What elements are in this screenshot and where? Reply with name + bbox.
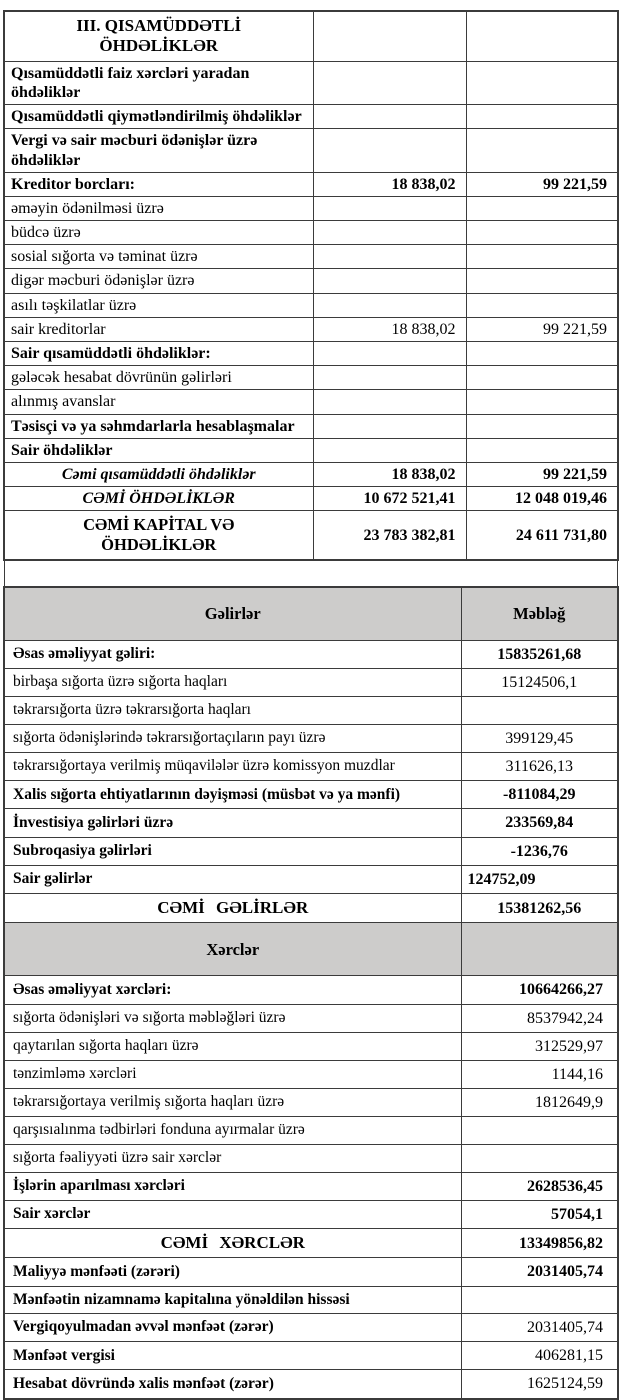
table-row	[4, 640, 618, 668]
table-row	[4, 724, 618, 752]
liabilities-table-body	[4, 11, 618, 560]
row-amount: 8537942,24	[461, 1004, 618, 1032]
row-amount: 406281,15	[461, 1342, 618, 1370]
table-row	[4, 1314, 618, 1342]
row-label: sığorta fəaliyyəti üzrə sair xərclər	[4, 1144, 461, 1172]
liabilities-table	[3, 10, 619, 561]
table-row	[4, 342, 618, 366]
section-amount-header: Məbləğ	[461, 587, 618, 641]
row-value-period1	[313, 390, 466, 414]
row-label: sığorta ödənişləri və sığorta məbləğləri üzrə	[4, 1004, 461, 1032]
section-header-row	[4, 587, 618, 641]
row-value-period2	[466, 61, 618, 104]
table-row	[4, 1258, 618, 1286]
table-row	[4, 293, 618, 317]
row-amount: 2031405,74	[461, 1258, 618, 1286]
row-label: birbaşa sığorta üzrə sığorta haqları	[4, 669, 461, 697]
row-label: Kreditor borcları:	[4, 172, 313, 196]
row-label: alınmış avanslar	[4, 390, 313, 414]
row-label: CƏMİ GƏLİRLƏR	[4, 894, 461, 923]
row-value-period2	[466, 105, 618, 129]
table-row	[4, 245, 618, 269]
table-gap-strip	[4, 561, 618, 586]
row-value-period2	[466, 11, 618, 61]
row-value-period2: 99 221,59	[466, 317, 618, 341]
row-amount: 1625124,59	[461, 1370, 618, 1399]
row-label: qaytarılan sığorta haqları üzrə	[4, 1032, 461, 1060]
row-value-period1: 10 672 521,41	[313, 487, 466, 511]
row-amount: 2628536,45	[461, 1172, 618, 1200]
row-label: Maliyyə mənfəəti (zərəri)	[4, 1258, 461, 1286]
row-value-period1	[313, 414, 466, 438]
row-amount: 10664266,27	[461, 976, 618, 1004]
table-row	[4, 1117, 618, 1145]
table-row	[4, 894, 618, 923]
table-row	[4, 1228, 618, 1257]
row-label: tənzimləmə xərcləri	[4, 1060, 461, 1088]
row-amount: -1236,76	[461, 837, 618, 865]
table-row	[4, 414, 618, 438]
row-label: Xalis sığorta ehtiyatlarının dəyişməsi (müsbət və ya mənfi)	[4, 781, 461, 809]
table-row	[4, 781, 618, 809]
row-value-period2: 99 221,59	[466, 172, 618, 196]
row-value-period1	[313, 293, 466, 317]
row-label: Sair xərclər	[4, 1200, 461, 1228]
row-label: Qısamüddətli qiymətləndirilmiş öhdəliklər	[4, 105, 313, 129]
table-row	[4, 1286, 618, 1314]
row-label: Sair qısamüddətli öhdəliklər:	[4, 342, 313, 366]
table-row	[4, 1172, 618, 1200]
row-value-period1	[313, 342, 466, 366]
row-value-period1	[313, 105, 466, 129]
row-value-period2	[466, 366, 618, 390]
row-amount: 15381262,56	[461, 894, 618, 923]
table-row	[4, 269, 618, 293]
row-amount: -811084,29	[461, 781, 618, 809]
income-statement-table	[3, 586, 619, 1400]
row-amount: 57054,1	[461, 1200, 618, 1228]
row-value-period1	[313, 269, 466, 293]
income-statement-table-body	[4, 587, 618, 1399]
row-amount: 1144,16	[461, 1060, 618, 1088]
row-value-period1	[313, 129, 466, 172]
row-label: CƏMİ KAPİTAL VƏ ÖHDƏLİKLƏR	[4, 511, 313, 560]
row-label: Mənfəətin nizamnamə kapitalına yönəldilən hissəsi	[4, 1286, 461, 1314]
row-amount: 312529,97	[461, 1032, 618, 1060]
row-label: Əsas əməliyyat xərcləri:	[4, 976, 461, 1004]
row-label: İşlərin aparılması xərcləri	[4, 1172, 461, 1200]
table-row	[4, 669, 618, 697]
row-value-period2: 99 221,59	[466, 462, 618, 486]
row-value-period2	[466, 293, 618, 317]
table-row	[4, 61, 618, 104]
row-label: sığorta ödənişlərində təkrarsığortaçıların payı üzrə	[4, 724, 461, 752]
row-value-period1	[313, 438, 466, 462]
row-label: İnvestisiya gəlirləri üzrə	[4, 809, 461, 837]
row-amount: 2031405,74	[461, 1314, 618, 1342]
row-label: III. QISAMÜDDƏTLİ ÖHDƏLİKLƏR	[4, 11, 313, 61]
row-label: Vergiqoyulmadan əvvəl mənfəət (zərər)	[4, 1314, 461, 1342]
row-label: Sair gəlirlər	[4, 865, 461, 893]
row-value-period2	[466, 245, 618, 269]
row-amount: 15124506,1	[461, 669, 618, 697]
table-row	[4, 11, 618, 61]
table-row	[4, 511, 618, 560]
row-label: gələcək hesabat dövrünün gəlirləri	[4, 366, 313, 390]
row-value-period2: 12 048 019,46	[466, 487, 618, 511]
table-row	[4, 837, 618, 865]
table-row	[4, 487, 618, 511]
row-label: CƏMİ ÖHDƏLİKLƏR	[4, 487, 313, 511]
table-row	[4, 1200, 618, 1228]
table-row	[4, 129, 618, 172]
row-label: Mənfəət vergisi	[4, 1342, 461, 1370]
table-row	[4, 809, 618, 837]
row-value-period2	[466, 390, 618, 414]
table-row	[4, 366, 618, 390]
row-label: qarşısıalınma tədbirləri fonduna ayırmalar üzrə	[4, 1117, 461, 1145]
row-amount	[461, 1286, 618, 1314]
row-amount: 13349856,82	[461, 1228, 618, 1257]
section-title: Xərclər	[4, 923, 461, 976]
row-label: Qısamüddətli faiz xərcləri yaradan öhdəliklər	[4, 61, 313, 104]
row-value-period2	[466, 129, 618, 172]
table-row	[4, 1342, 618, 1370]
row-label: asılı təşkilatlar üzrə	[4, 293, 313, 317]
table-row	[4, 753, 618, 781]
row-value-period2	[466, 438, 618, 462]
row-label: digər məcburi ödənişlər üzrə	[4, 269, 313, 293]
row-amount: 233569,84	[461, 809, 618, 837]
row-amount: 124752,09	[461, 865, 618, 893]
row-value-period1	[313, 245, 466, 269]
table-row	[4, 865, 618, 893]
table-row	[4, 462, 618, 486]
row-value-period2	[466, 196, 618, 220]
table-row	[4, 196, 618, 220]
table-row	[4, 1370, 618, 1399]
row-amount: 399129,45	[461, 724, 618, 752]
section-title: Gəlirlər	[4, 587, 461, 641]
table-row	[4, 317, 618, 341]
table-row	[4, 1032, 618, 1060]
row-amount: 311626,13	[461, 753, 618, 781]
row-value-period1	[313, 221, 466, 245]
table-row	[4, 172, 618, 196]
row-value-period1	[313, 11, 466, 61]
table-row	[4, 1004, 618, 1032]
row-value-period1	[313, 196, 466, 220]
row-amount	[461, 1117, 618, 1145]
row-label: təkrarsığorta üzrə təkrarsığorta haqları	[4, 697, 461, 725]
row-label: Subroqasiya gəlirləri	[4, 837, 461, 865]
row-value-period2	[466, 342, 618, 366]
row-value-period1: 18 838,02	[313, 317, 466, 341]
row-value-period1: 18 838,02	[313, 172, 466, 196]
row-label: Cəmi qısamüddətli öhdəliklər	[4, 462, 313, 486]
row-label: sair kreditorlar	[4, 317, 313, 341]
row-label: təkrarsığortaya verilmiş sığorta haqları üzrə	[4, 1089, 461, 1117]
table-row	[4, 105, 618, 129]
row-amount: 1812649,9	[461, 1089, 618, 1117]
row-label: Təsisçi və ya səhmdarlarla hesablaşmalar	[4, 414, 313, 438]
row-amount	[461, 1144, 618, 1172]
table-row	[4, 1089, 618, 1117]
row-value-period2	[466, 269, 618, 293]
row-amount: 15835261,68	[461, 640, 618, 668]
section-header-row	[4, 923, 618, 976]
table-row	[4, 1060, 618, 1088]
row-label: Əsas əməliyyat gəliri:	[4, 640, 461, 668]
row-label: təkrarsığortaya verilmiş müqavilələr üzrə komissyon muzdlar	[4, 753, 461, 781]
row-value-period1	[313, 61, 466, 104]
row-value-period1: 23 783 382,81	[313, 511, 466, 560]
row-amount	[461, 697, 618, 725]
row-label: büdcə üzrə	[4, 221, 313, 245]
row-value-period2	[466, 221, 618, 245]
table-row	[4, 390, 618, 414]
section-amount-header	[461, 923, 618, 976]
row-value-period1: 18 838,02	[313, 462, 466, 486]
table-row	[4, 221, 618, 245]
table-row	[4, 697, 618, 725]
row-label: Hesabat dövründə xalis mənfəət (zərər)	[4, 1370, 461, 1399]
row-label: Vergi və sair məcburi ödənişlər üzrə öhdəliklər	[4, 129, 313, 172]
row-value-period2: 24 611 731,80	[466, 511, 618, 560]
table-row	[4, 438, 618, 462]
row-label: sosial sığorta və təminat üzrə	[4, 245, 313, 269]
row-label: Sair öhdəliklər	[4, 438, 313, 462]
table-row	[4, 1144, 618, 1172]
row-label: CƏMİ XƏRCLƏR	[4, 1228, 461, 1257]
row-value-period1	[313, 366, 466, 390]
row-value-period2	[466, 414, 618, 438]
row-label: əməyin ödənilməsi üzrə	[4, 196, 313, 220]
table-row	[4, 976, 618, 1004]
